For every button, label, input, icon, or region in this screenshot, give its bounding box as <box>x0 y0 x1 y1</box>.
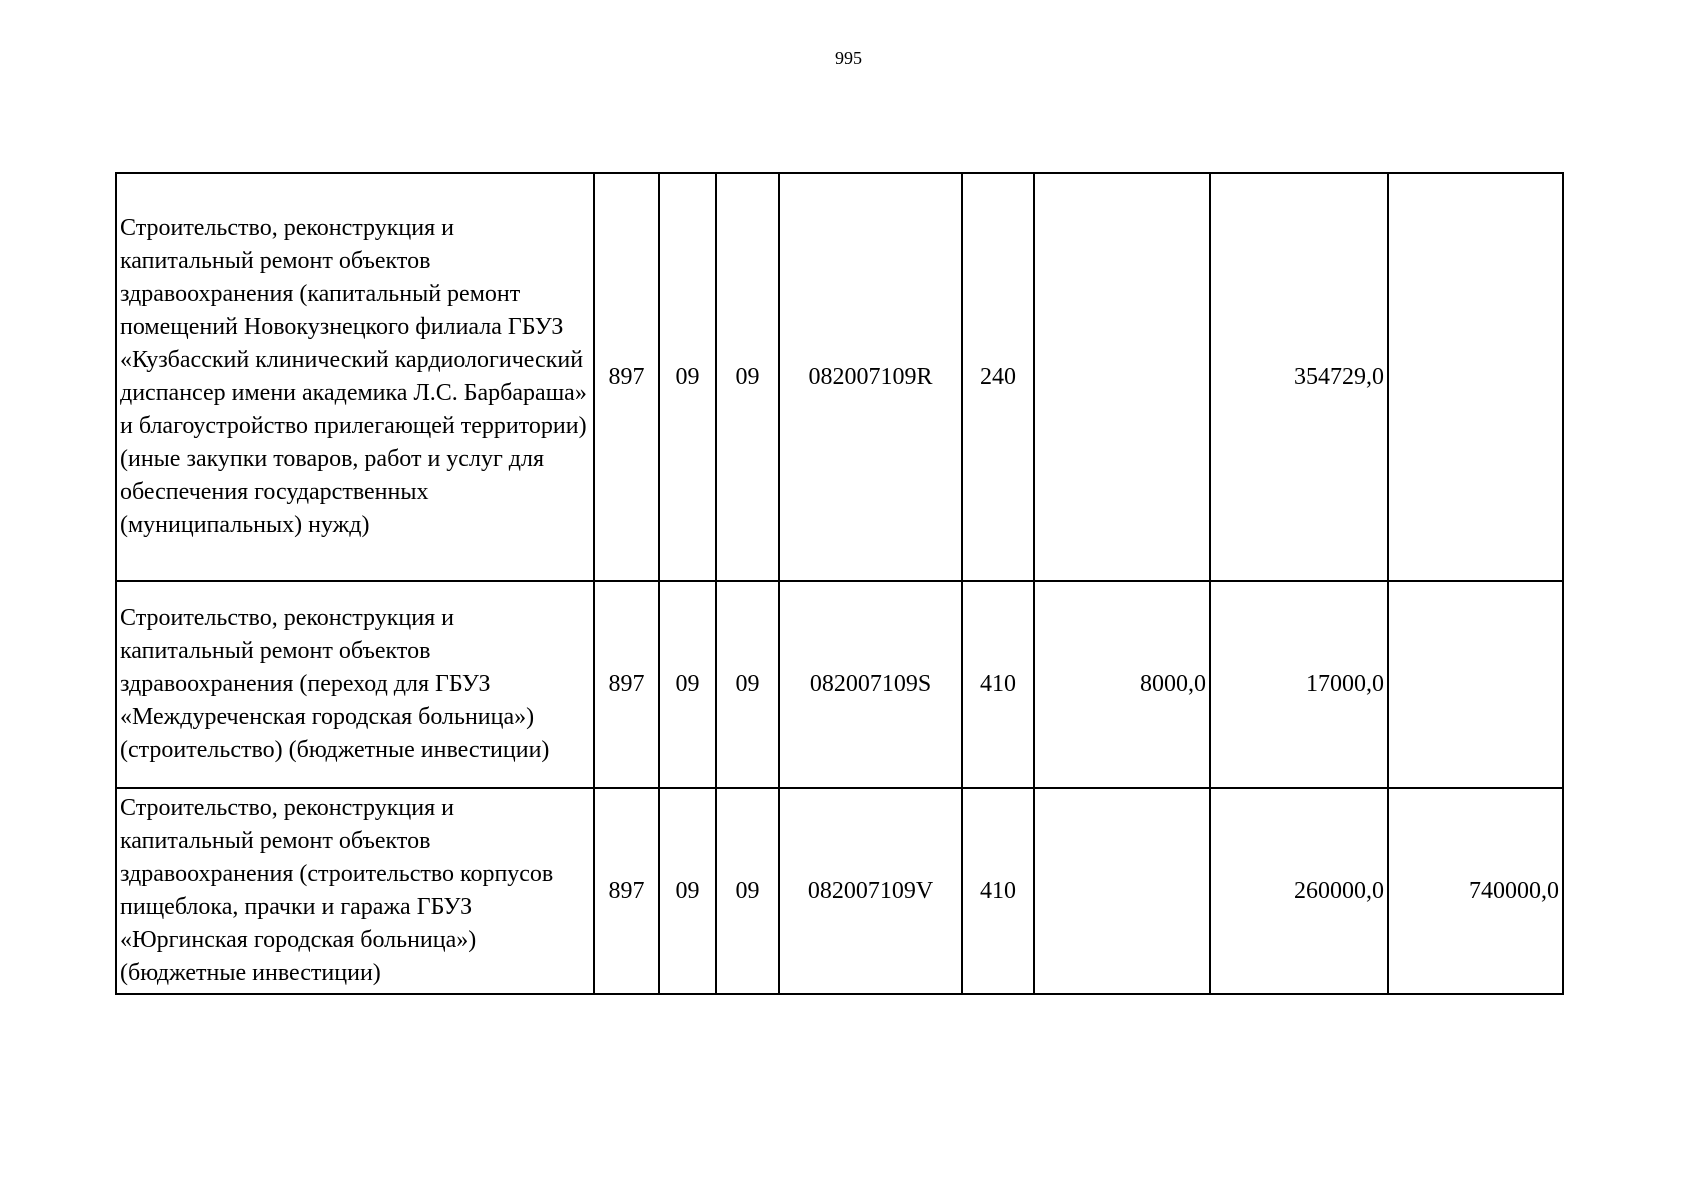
section-code: 09 <box>659 581 716 788</box>
target-item-code: 082007109S <box>779 581 962 788</box>
table-row <box>116 173 1563 581</box>
expense-type-code: 410 <box>962 788 1034 994</box>
expense-description: Строительство, реконструкция и капитальный ремонт объектов здравоохранения (капитальный ремонт помещений Новокузнецкого филиала ГБУЗ «Кузбасский клинический кардиологический диспансер имени академика Л.С. Барбараша» и благоустройство прилегающей территории) (иные закупки товаров, работ и услуг для обеспечения государственных (муниципальных) нужд) <box>116 173 594 581</box>
grbs-code: 897 <box>594 173 659 581</box>
page-number: 995 <box>835 48 862 68</box>
amount-year-2: 260000,0 <box>1210 788 1388 994</box>
amount-year-3 <box>1388 581 1563 788</box>
amount-year-2: 17000,0 <box>1210 581 1388 788</box>
amount-year-1: 8000,0 <box>1034 581 1210 788</box>
table-row <box>116 788 1563 994</box>
grbs-code: 897 <box>594 788 659 994</box>
amount-year-3 <box>1388 173 1563 581</box>
amount-year-1 <box>1034 173 1210 581</box>
target-item-code: 082007109R <box>779 173 962 581</box>
subsection-code: 09 <box>716 788 779 994</box>
expense-description: Строительство, реконструкция и капитальный ремонт объектов здравоохранения (переход для ГБУЗ «Междуреченская городская больница») (строительство) (бюджетные инвестиции) <box>116 581 594 788</box>
section-code: 09 <box>659 788 716 994</box>
expense-description: Строительство, реконструкция и капитальный ремонт объектов здравоохранения (строительство корпусов пищеблока, прачки и гаража ГБУЗ «Юргинская городская больница») (бюджетные инвестиции) <box>116 788 594 994</box>
grbs-code: 897 <box>594 581 659 788</box>
section-code: 09 <box>659 173 716 581</box>
expense-type-code: 240 <box>962 173 1034 581</box>
target-item-code: 082007109V <box>779 788 962 994</box>
subsection-code: 09 <box>716 581 779 788</box>
table-row <box>116 581 1563 788</box>
expense-type-code: 410 <box>962 581 1034 788</box>
amount-year-3: 740000,0 <box>1388 788 1563 994</box>
amount-year-2: 354729,0 <box>1210 173 1388 581</box>
subsection-code: 09 <box>716 173 779 581</box>
amount-year-1 <box>1034 788 1210 994</box>
budget-table <box>115 172 1564 995</box>
